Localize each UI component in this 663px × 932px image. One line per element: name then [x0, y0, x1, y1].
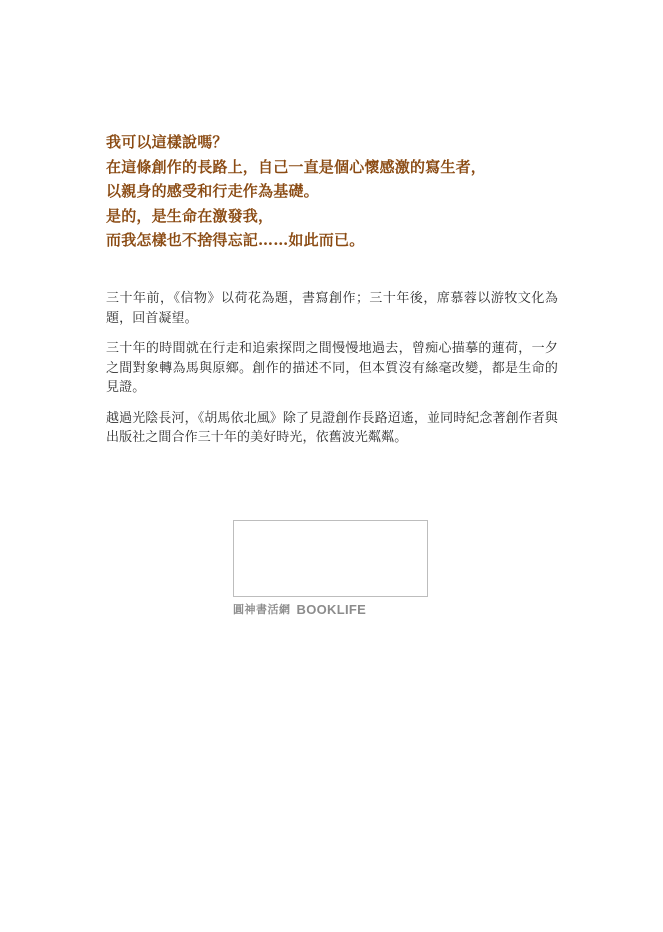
paragraph: 三十年的時間就在行走和追索探問之間慢慢地過去，曾痴心描摹的蓮荷，一夕之間對象轉為馬與原鄉。創作的描述不同，但本質沒有絲毫改變，都是生命的見證。 [106, 341, 558, 395]
description-block [106, 289, 558, 459]
booklife-logo[interactable] [233, 601, 428, 617]
paragraph: 越過光陰長河，《胡馬依北風》除了見證創作長路迢遙，並同時紀念著創作者與出版社之間合作三十年的美好時光，依舊波光粼粼。 [106, 410, 559, 445]
promo-image-placeholder[interactable] [233, 520, 428, 597]
poem-line: 以親身的感受和行走作為基礎。 [106, 182, 319, 200]
booklife-logo-cn: 圓神書活網 [233, 603, 291, 616]
poem-line: 在這條創作的長路上，自己一直是個心懷感激的寫生者， [106, 157, 487, 176]
booklife-logo-en: BOOKLIFE [296, 601, 367, 617]
paragraph: 三十年前，《信物》以荷花為題，書寫創作；三十年後，席慕蓉以游牧文化為題，回首凝望。 [106, 291, 558, 326]
poem-block [106, 130, 566, 253]
poem-line: 是的，是生命在激發我， [106, 206, 274, 225]
poem-line: 而我怎樣也不捨得忘記……如此而已。 [106, 231, 365, 249]
poem-line: 我可以這樣說嗎？ [106, 133, 228, 151]
